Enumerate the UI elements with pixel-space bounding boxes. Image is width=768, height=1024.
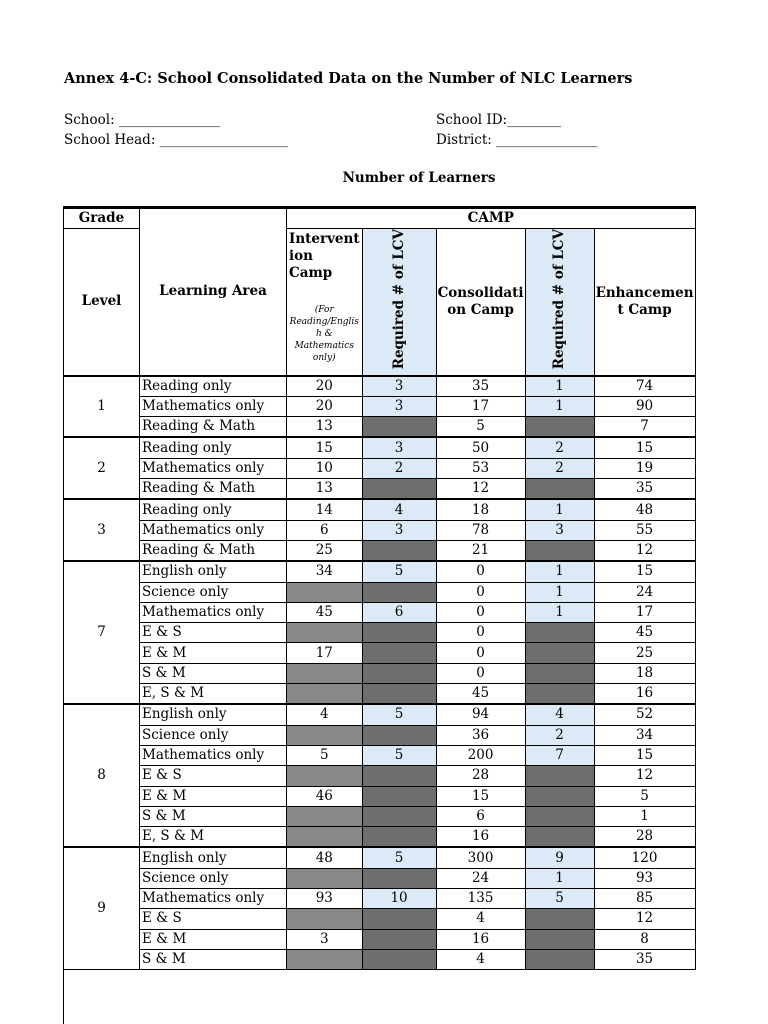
intervention-value-cell: 25	[287, 540, 363, 561]
grade-level-cell: 8	[64, 704, 140, 847]
enhancement-value-cell: 35	[594, 479, 695, 500]
required-lcv-cell-1	[362, 643, 436, 663]
table-row	[64, 684, 696, 705]
learning-area-cell: E, S & M	[140, 827, 287, 848]
table-row	[64, 582, 696, 602]
consolidation-value-cell: 16	[436, 929, 525, 949]
intervention-value-cell	[287, 623, 363, 643]
intervention-value-cell: 3	[287, 929, 363, 949]
required-lcv-cell-2: 7	[525, 745, 594, 765]
learning-area-cell: Reading only	[140, 499, 287, 520]
intervention-value-cell: 15	[287, 437, 363, 458]
table-row	[64, 806, 696, 826]
enhancement-value-cell: 74	[594, 376, 695, 397]
required-lcv-cell-1	[362, 827, 436, 848]
school-id-field: School ID:________	[436, 112, 562, 128]
enhancement-value-cell: 85	[594, 889, 695, 909]
enhancement-value-cell: 7	[594, 417, 695, 438]
consolidation-value-cell: 6	[436, 806, 525, 826]
intervention-value-cell: 14	[287, 499, 363, 520]
grade-header: Grade	[64, 208, 140, 229]
required-lcv-cell-2	[525, 806, 594, 826]
required-lcv-cell-2: 3	[525, 520, 594, 540]
enhancement-value-cell: 16	[594, 684, 695, 705]
required-lcv-cell-2	[525, 540, 594, 561]
table-row	[64, 499, 696, 520]
table-body	[64, 376, 696, 970]
consolidation-value-cell: 53	[436, 458, 525, 478]
consolidation-value-cell: 0	[436, 582, 525, 602]
required-lcv-cell-1: 5	[362, 847, 436, 868]
consolidation-value-cell: 15	[436, 786, 525, 806]
required-lcv-cell-2	[525, 684, 594, 705]
intervention-value-cell	[287, 684, 363, 705]
required-lcv-cell-2: 1	[525, 582, 594, 602]
table-row	[64, 827, 696, 848]
required-lcv-cell-1	[362, 582, 436, 602]
consolidation-value-cell: 4	[436, 909, 525, 929]
intervention-value-cell: 20	[287, 376, 363, 397]
required-lcv-cell-1: 5	[362, 745, 436, 765]
intervention-value-cell	[287, 663, 363, 683]
required-lcv-cell-1	[362, 725, 436, 745]
enhancement-value-cell: 18	[594, 663, 695, 683]
required-lcv-cell-1	[362, 949, 436, 969]
intervention-value-cell: 13	[287, 479, 363, 500]
required-lcv-cell-2	[525, 417, 594, 438]
consolidation-value-cell: 300	[436, 847, 525, 868]
enhancement-value-cell: 8	[594, 929, 695, 949]
required-lcv-cell-2	[525, 909, 594, 929]
table-row	[64, 889, 696, 909]
enhancement-value-cell: 35	[594, 949, 695, 969]
intervention-value-cell: 10	[287, 458, 363, 478]
consolidation-value-cell: 0	[436, 623, 525, 643]
grade-level-cell: 7	[64, 561, 140, 704]
required-lcv-cell-2	[525, 623, 594, 643]
intervention-value-cell	[287, 582, 363, 602]
enhancement-value-cell: 90	[594, 396, 695, 416]
learning-area-header: Learning Area	[140, 208, 287, 376]
district-field: District: _______________	[436, 132, 598, 148]
grade-level-cell: 2	[64, 437, 140, 499]
required-lcv-cell-2	[525, 827, 594, 848]
learning-area-cell: Mathematics only	[140, 745, 287, 765]
enhancement-value-cell: 1	[594, 806, 695, 826]
table-row	[64, 868, 696, 888]
consolidation-value-cell: 200	[436, 745, 525, 765]
table-row	[64, 437, 696, 458]
learning-area-cell: Reading only	[140, 376, 287, 397]
required-lcv-cell-1	[362, 766, 436, 786]
consolidation-value-cell: 12	[436, 479, 525, 500]
learning-area-cell: Mathematics only	[140, 520, 287, 540]
required-lcv-cell-1	[362, 786, 436, 806]
required-lcv-cell-2: 2	[525, 458, 594, 478]
intervention-value-cell: 45	[287, 602, 363, 622]
table-left-border-continuation	[63, 942, 64, 1024]
required-lcv-cell-2	[525, 949, 594, 969]
table-row	[64, 745, 696, 765]
enhancement-value-cell: 93	[594, 868, 695, 888]
required-lcv-cell-1: 4	[362, 499, 436, 520]
required-lcv-header-1	[362, 229, 436, 376]
enhancement-value-cell: 24	[594, 582, 695, 602]
consolidation-value-cell: 18	[436, 499, 525, 520]
learning-area-cell: E & S	[140, 909, 287, 929]
enhancement-value-cell: 5	[594, 786, 695, 806]
table-row	[64, 376, 696, 397]
required-lcv-cell-2: 1	[525, 376, 594, 397]
required-lcv-cell-1	[362, 663, 436, 683]
school-head-field: School Head: ___________________	[64, 132, 288, 148]
grade-level-cell: 9	[64, 847, 140, 969]
consolidation-value-cell: 0	[436, 663, 525, 683]
enhancement-value-cell: 25	[594, 643, 695, 663]
required-lcv-cell-2: 5	[525, 889, 594, 909]
enhancement-value-cell: 120	[594, 847, 695, 868]
required-lcv-cell-1: 10	[362, 889, 436, 909]
table-row	[64, 458, 696, 478]
document-title: Annex 4-C: School Consolidated Data on the Number of NLC Learners	[64, 70, 633, 87]
required-lcv-cell-1: 5	[362, 704, 436, 725]
required-lcv-cell-2	[525, 479, 594, 500]
consolidation-value-cell: 24	[436, 868, 525, 888]
consolidation-camp-header: Consolidati on Camp	[436, 229, 525, 376]
enhancement-value-cell: 45	[594, 623, 695, 643]
learning-area-cell: English only	[140, 847, 287, 868]
learning-area-cell: Mathematics only	[140, 889, 287, 909]
learning-area-cell: E, S & M	[140, 684, 287, 705]
enhancement-value-cell: 15	[594, 745, 695, 765]
table-row	[64, 663, 696, 683]
required-lcv-cell-2: 1	[525, 868, 594, 888]
enhancement-value-cell: 17	[594, 602, 695, 622]
required-lcv-cell-2	[525, 929, 594, 949]
table-row	[64, 766, 696, 786]
required-lcv-label-2: Required # of LCV	[551, 229, 568, 370]
consolidation-value-cell: 135	[436, 889, 525, 909]
table-row	[64, 561, 696, 582]
table-row	[64, 417, 696, 438]
learning-area-cell: English only	[140, 561, 287, 582]
intervention-value-cell: 46	[287, 786, 363, 806]
enhancement-value-cell: 12	[594, 909, 695, 929]
table-row	[64, 396, 696, 416]
required-lcv-cell-1	[362, 417, 436, 438]
intervention-value-cell: 93	[287, 889, 363, 909]
table-row	[64, 540, 696, 561]
intervention-value-cell	[287, 827, 363, 848]
required-lcv-cell-2	[525, 663, 594, 683]
consolidation-value-cell: 94	[436, 704, 525, 725]
table-row	[64, 847, 696, 868]
school-field: School: _______________	[64, 112, 221, 128]
table-row	[64, 725, 696, 745]
consolidation-value-cell: 17	[436, 396, 525, 416]
required-lcv-cell-1	[362, 623, 436, 643]
level-header: Level	[64, 229, 140, 376]
consolidation-value-cell: 50	[436, 437, 525, 458]
learning-area-cell: E & S	[140, 766, 287, 786]
number-of-learners-heading: Number of Learners	[342, 170, 496, 186]
learners-table	[63, 206, 696, 970]
camp-header: CAMP	[287, 208, 696, 229]
intervention-value-cell	[287, 766, 363, 786]
required-lcv-cell-1: 3	[362, 520, 436, 540]
intervention-value-cell: 6	[287, 520, 363, 540]
table-row	[64, 949, 696, 969]
consolidation-value-cell: 0	[436, 602, 525, 622]
required-lcv-cell-1	[362, 540, 436, 561]
intervention-value-cell: 4	[287, 704, 363, 725]
learning-area-cell: Reading & Math	[140, 479, 287, 500]
enhancement-value-cell: 19	[594, 458, 695, 478]
intervention-value-cell: 34	[287, 561, 363, 582]
enhancement-value-cell: 28	[594, 827, 695, 848]
learning-area-cell: E & M	[140, 643, 287, 663]
learning-area-cell: Science only	[140, 868, 287, 888]
required-lcv-cell-2: 1	[525, 396, 594, 416]
learning-area-cell: Reading & Math	[140, 417, 287, 438]
consolidation-value-cell: 5	[436, 417, 525, 438]
enhancement-value-cell: 12	[594, 766, 695, 786]
required-lcv-cell-2: 2	[525, 725, 594, 745]
table-row	[64, 929, 696, 949]
enhancement-value-cell: 15	[594, 437, 695, 458]
required-lcv-cell-2: 1	[525, 602, 594, 622]
learning-area-cell: English only	[140, 704, 287, 725]
intervention-value-cell	[287, 725, 363, 745]
enhancement-value-cell: 12	[594, 540, 695, 561]
enhancement-value-cell: 15	[594, 561, 695, 582]
intervention-value-cell	[287, 806, 363, 826]
required-lcv-cell-1: 2	[362, 458, 436, 478]
enhancement-value-cell: 34	[594, 725, 695, 745]
intervention-camp-label: Intervent ion Camp	[289, 231, 360, 282]
consolidation-value-cell: 36	[436, 725, 525, 745]
intervention-value-cell: 13	[287, 417, 363, 438]
table-row	[64, 520, 696, 540]
intervention-value-cell	[287, 868, 363, 888]
required-lcv-cell-2	[525, 766, 594, 786]
learning-area-cell: E & M	[140, 929, 287, 949]
learning-area-cell: Reading & Math	[140, 540, 287, 561]
intervention-value-cell	[287, 909, 363, 929]
table-row	[64, 704, 696, 725]
consolidation-value-cell: 21	[436, 540, 525, 561]
required-lcv-cell-1: 3	[362, 376, 436, 397]
learning-area-cell: Mathematics only	[140, 458, 287, 478]
learning-area-cell: Mathematics only	[140, 396, 287, 416]
required-lcv-cell-2: 4	[525, 704, 594, 725]
required-lcv-cell-1	[362, 684, 436, 705]
learning-area-cell: Science only	[140, 725, 287, 745]
required-lcv-cell-1	[362, 806, 436, 826]
consolidation-value-cell: 4	[436, 949, 525, 969]
enhancement-value-cell: 52	[594, 704, 695, 725]
table-row	[64, 786, 696, 806]
learning-area-cell: S & M	[140, 663, 287, 683]
learning-area-cell: Mathematics only	[140, 602, 287, 622]
consolidation-value-cell: 45	[436, 684, 525, 705]
required-lcv-cell-1	[362, 479, 436, 500]
required-lcv-cell-1: 3	[362, 396, 436, 416]
required-lcv-cell-1	[362, 868, 436, 888]
consolidation-value-cell: 35	[436, 376, 525, 397]
learning-area-cell: S & M	[140, 949, 287, 969]
required-lcv-label-1: Required # of LCV	[390, 229, 407, 370]
learning-area-cell: E & M	[140, 786, 287, 806]
table-row	[64, 643, 696, 663]
consolidation-value-cell: 16	[436, 827, 525, 848]
required-lcv-cell-2	[525, 786, 594, 806]
intervention-value-cell: 20	[287, 396, 363, 416]
table-row	[64, 623, 696, 643]
required-lcv-cell-1: 5	[362, 561, 436, 582]
required-lcv-cell-2: 1	[525, 561, 594, 582]
required-lcv-cell-1	[362, 929, 436, 949]
enhancement-value-cell: 55	[594, 520, 695, 540]
table-row	[64, 479, 696, 500]
consolidation-value-cell: 0	[436, 643, 525, 663]
enhancement-value-cell: 48	[594, 499, 695, 520]
required-lcv-cell-2: 1	[525, 499, 594, 520]
required-lcv-cell-2: 9	[525, 847, 594, 868]
table-row	[64, 602, 696, 622]
required-lcv-cell-2	[525, 643, 594, 663]
required-lcv-cell-2: 2	[525, 437, 594, 458]
learning-area-cell: Reading only	[140, 437, 287, 458]
learning-area-cell: E & S	[140, 623, 287, 643]
grade-level-cell: 1	[64, 376, 140, 438]
intervention-camp-note: (For Reading/Englis h & Mathematics only)	[289, 305, 359, 364]
required-lcv-header-2	[525, 229, 594, 376]
consolidation-value-cell: 28	[436, 766, 525, 786]
enhancement-camp-header: Enhancemen t Camp	[594, 229, 695, 376]
required-lcv-cell-1	[362, 909, 436, 929]
intervention-value-cell: 48	[287, 847, 363, 868]
consolidation-value-cell: 78	[436, 520, 525, 540]
grade-level-cell: 3	[64, 499, 140, 561]
table-row	[64, 909, 696, 929]
intervention-value-cell	[287, 949, 363, 969]
learning-area-cell: Science only	[140, 582, 287, 602]
consolidation-value-cell: 0	[436, 561, 525, 582]
intervention-value-cell: 17	[287, 643, 363, 663]
intervention-value-cell: 5	[287, 745, 363, 765]
intervention-camp-header	[287, 229, 363, 376]
required-lcv-cell-1: 6	[362, 602, 436, 622]
learning-area-cell: S & M	[140, 806, 287, 826]
required-lcv-cell-1: 3	[362, 437, 436, 458]
